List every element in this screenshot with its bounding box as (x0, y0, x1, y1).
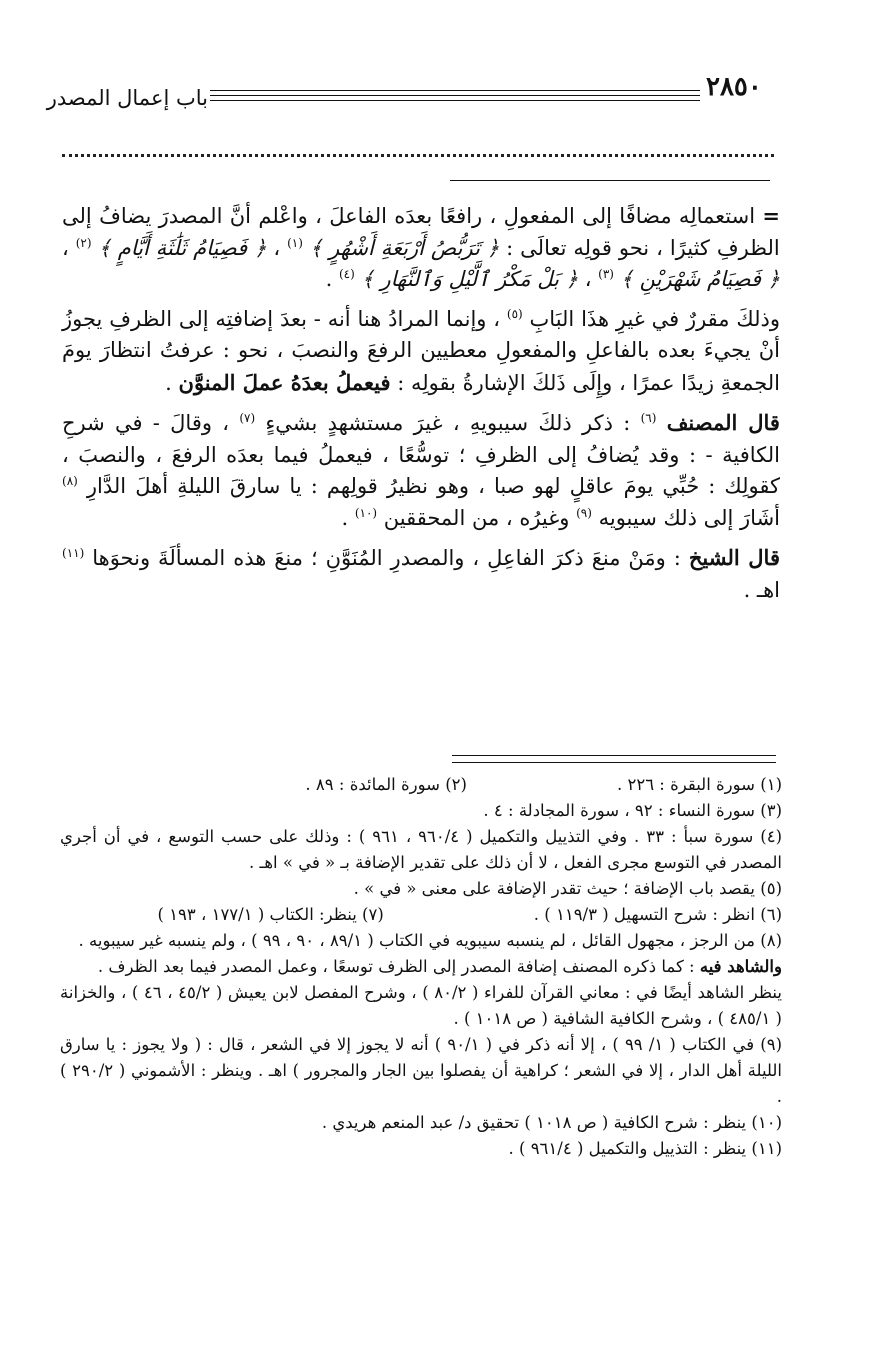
header-rule (210, 95, 700, 96)
footnote-row (60, 772, 782, 798)
footnote-ref: (٢) (75, 235, 92, 250)
main-text (62, 200, 780, 614)
header-rule (210, 90, 700, 91)
continuation-mark: = (762, 203, 780, 228)
footnote-ref: (٧) (239, 411, 256, 425)
paragraph-4 (62, 542, 780, 606)
paragraph-3 (62, 407, 780, 534)
footnotes (60, 772, 782, 1162)
footnote-ref: (٣) (598, 267, 614, 281)
footnote-2: (٢) سورة المائدة : ٨٩ . (305, 775, 467, 794)
text-run: وذلكَ مقررٌ في غيرِ هذَا البَابِ (529, 306, 780, 331)
footnote-rule (452, 755, 776, 756)
quran-verse: ﴿ تَرَبُّصُ أَرْبَعَةِ أَشْهُرٍ ﴾ (309, 235, 500, 260)
speaker-label: قال الشيخ (688, 545, 780, 570)
text-run: . (165, 370, 172, 395)
page-number: ٢٨٥٠ (706, 72, 762, 102)
dotted-separator (62, 154, 774, 157)
text-run: اهـ . (743, 577, 780, 602)
quran-verse: ﴿ بَلْ مَكْرُ ٱلَّيْلِ وَٱلنَّهَارِ ﴾ (361, 267, 579, 291)
footnote-ref: (١) (287, 235, 303, 250)
footnote-ref: (٨) (62, 474, 78, 488)
footnote-ref: (٥) (506, 306, 523, 321)
speaker-label: قال المصنف (666, 410, 780, 435)
text-run: . (325, 267, 333, 291)
footnote-8-refs: ينظر الشاهد أيضًا في : معاني القرآن للفراء ( ٨٠/٢ ) ، وشرح المفصل لابن يعيش ( ٤٥/٢ ، ٤٦ ) ، والخزانة ( ٤٨٥/١ ) ، وشرح الكافية الشافية ( ص ١٠١٨ ) . (60, 983, 782, 1028)
footnote-4: (٤) سورة سبأ : ٣٣ . وفي التذييل والتكميل ( ٩٦٠/٤ ، ٩٦١ ) : وذلك على حسب التوسع ، في أن أجري المصدر في التوسع مجرى الفعل ، لا أن ذلك على تقدير الإضافة بـ « في » اهـ . (60, 827, 782, 872)
text-run: . (341, 505, 349, 530)
shahid-text: : كما ذكره المصنف إضافة المصدر إلى الظرف توسعًا ، وعمل المصدر فيما بعد الظرف . (97, 957, 700, 976)
text-run: وغيرُه ، من المحققين (383, 505, 570, 530)
section-rule (450, 180, 770, 181)
text-run: ، (578, 267, 592, 291)
paragraph-1 (62, 200, 780, 296)
footnote-9: (٩) في الكتاب ( ١/ ٩٩ ) ، إلا أنه ذكر في ( ٩٠/١ ) أنه لا يجوز إلا في الشعر ، قال : ( ولا يجوز : يا سارق الليلة أهل الدار ، إلا في الشعر ؛ كراهية أن يفصلوا بين الجار والمجرور ) اهـ . وينظر : الأشموني ( ٢٩٠/٢ ) . (60, 1035, 782, 1106)
footnote-rule (452, 762, 776, 763)
quran-verse: ﴿ فَصِيَامُ شَهْرَيْنِ ﴾ (620, 267, 780, 291)
footnote-ref: (٩) (576, 505, 592, 520)
footnote-ref: (٤) (338, 267, 355, 281)
paragraph-2 (62, 304, 780, 400)
footnote-3: (٣) سورة النساء : ٩٢ ، سورة المجادلة : ٤ . (483, 801, 782, 820)
footnote-row (60, 902, 782, 928)
footnote-1: (١) سورة البقرة : ٢٢٦ . (616, 775, 782, 794)
quoted-verse: فيعملُ بعدَهُ عملَ المنوَّن (178, 369, 391, 395)
text-run: أشَارَ إلى ذلك سيبويه (598, 505, 780, 530)
footnote-11: (١١) ينظر : التذييل والتكميل ( ٩٦١/٤ ) . (508, 1139, 782, 1158)
footnote-ref: (١٠) (354, 505, 378, 520)
shahid-label: والشاهد فيه (699, 957, 782, 976)
text-run: : ومَنْ منعَ ذكرَ الفاعِلِ ، والمصدرِ المُنَوَّنِ ؛ منعَ هذه المسألَةَ ونحوَها (92, 546, 681, 570)
text-run: : ذكر ذلكَ سيبويهِ ، غيرَ مستشهدٍ بشيءٍ (265, 411, 631, 435)
footnote-5: (٥) يقصد باب الإضافة ؛ حيث تقدر الإضافة على معنى « في » . (353, 879, 782, 898)
footnote-6: (٦) انظر : شرح التسهيل ( ١١٩/٣ ) . (533, 905, 782, 924)
text-run: ، وإنما المرادُ هنا أنه - بعدَ إضافتِه إلى الظرفِ يجوزُ أنْ يجيءَ بعده بالفاعلِ والمفعولِ معطيين الرفعَ والنصبَ ، نحو : عرفتُ انتظارَ يومَ الجمعةِ زيدًا عمرًا ، وإِلَى ذَلكَ الإشارةُ بقولِه : (62, 306, 780, 395)
chapter-title: باب إعمال المصدر (46, 86, 208, 110)
footnote-8: (٨) من الرجز ، مجهول القائل ، لم ينسبه سيبويه في الكتاب ( ٨٩/١ ، ٩٠ ، ٩٩ ) ، ولم ينسبه غير سيبويه . (78, 931, 782, 950)
text-run: ، (266, 235, 281, 260)
footnote-8-shahid (60, 954, 782, 980)
header-rule (210, 100, 700, 101)
footnote-10: (١٠) ينظر : شرح الكافية ( ص ١٠١٨ ) تحقيق د/ عبد المنعم هريدي . (321, 1113, 782, 1132)
text-run: ، وقالَ - في شرحِ الكافية - : وقد يُضافُ إلى الظرفِ ؛ توسُّعًا ، فيعملُ فيما بعدَه الرفعَ ، والنصبَ ، كقولِك : حُبِّي يومَ عاقلٍ لهو صبا ، وهو نظيرُ قولِهم : يا سارقَ الليلةِ أهلَ الدَّارِ (62, 411, 780, 498)
footnote-ref: (٦) (640, 411, 657, 425)
footnote-ref: (١١) (62, 546, 85, 560)
text-run: ، (62, 235, 69, 260)
quran-verse: ﴿ فَصِيَامُ ثَلَٰثَةِ أَيَّامٍ ﴾ (98, 235, 267, 260)
footnote-7: (٧) ينظر: الكتاب ( ١٧٧/١ ، ١٩٣ ) (157, 905, 384, 924)
text-run: استعمالِه مضافًا إلى المفعولِ ، رافعًا بعدَه الفاعلَ ، واعْلم أنَّ المصدرَ يضافُ إلى الظرفِ كثيرًا ، نحو قولِه تعالَى : (62, 204, 780, 260)
